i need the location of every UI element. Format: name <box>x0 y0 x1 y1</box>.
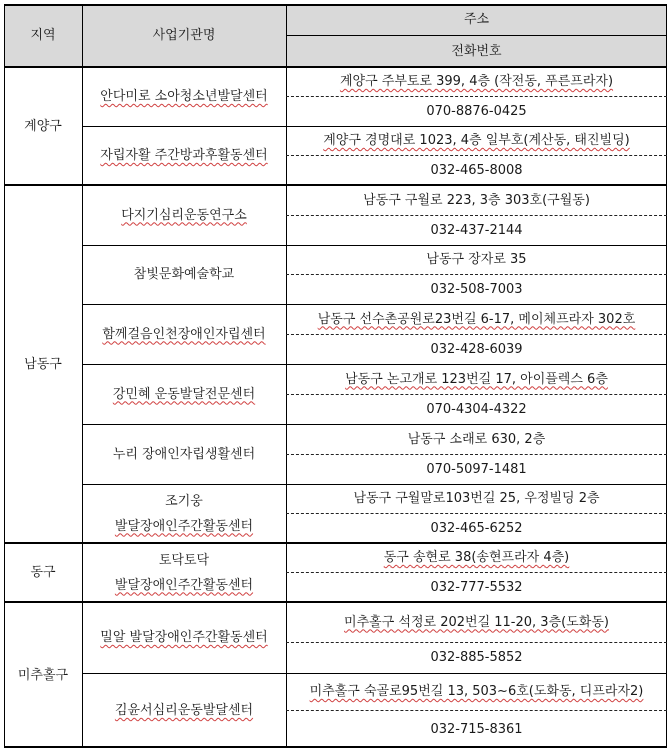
phone-cell: 032-885-5852 <box>430 650 523 665</box>
address-cell: 미추홀구 숙골로95번길 13, 503~6호(도화동, 디프라자2) <box>309 684 644 699</box>
agency-name: 김윤서심리운동발달센터 <box>114 703 254 718</box>
agency-table <box>4 4 667 748</box>
dashed-separator <box>286 274 667 275</box>
agency-name-line1: 조기웅 <box>165 493 203 509</box>
agency-name: 다지기심리운동연구소 <box>121 207 247 223</box>
table-border <box>4 4 667 6</box>
table-border <box>82 424 667 425</box>
address-cell: 남동구 소래로 630, 2층 <box>407 431 546 447</box>
phone-cell: 032-465-6252 <box>430 520 523 536</box>
region-cell: 동구 <box>30 565 56 580</box>
phone-cell: 070-5097-1481 <box>426 461 527 477</box>
address-cell: 계양구 주부토로 399, 4층 (작전동, 푸른프라자) <box>339 74 614 89</box>
agency-name: 자립자활 주간방과후활동센터 <box>100 148 268 163</box>
dashed-separator <box>286 572 667 573</box>
region-cell: 미추홀구 <box>17 667 69 683</box>
agency-name: 밀알 발달장애인주간활동센터 <box>100 630 268 645</box>
table-border <box>82 245 667 246</box>
region-cell: 계양구 <box>24 118 62 134</box>
address-cell: 남동구 논고개로 123번길 17, 아이플렉스 6층 <box>345 371 608 387</box>
dashed-separator <box>286 334 667 335</box>
table-border <box>82 364 667 365</box>
table-border <box>4 601 667 603</box>
agency-name <box>82 484 286 543</box>
phone-cell: 032-437-2144 <box>430 222 523 238</box>
agency-name-line2: 발달장애인주간활동센터 <box>114 518 254 534</box>
table-border <box>4 542 667 544</box>
phone-cell: 032-508-7003 <box>430 281 523 297</box>
table-border <box>82 4 83 748</box>
agency-name: 강민혜 운동발달전문센터 <box>112 386 256 402</box>
agency-name: 안다미로 소아청소년발달센터 <box>100 89 268 104</box>
phone-cell: 032-777-5532 <box>430 579 523 595</box>
dashed-separator <box>286 642 667 643</box>
agency-name: 누리 장애인자립생활센터 <box>112 446 256 462</box>
dashed-separator <box>286 513 667 514</box>
dashed-separator <box>286 215 667 216</box>
table-border <box>82 484 667 485</box>
address-cell: 남동구 장자로 35 <box>426 252 527 267</box>
phone-cell: 032-715-8361 <box>430 721 523 737</box>
dashed-separator <box>286 96 667 97</box>
table-border <box>4 4 5 748</box>
address-cell: 미추홀구 석정로 202번길 11-20, 3층(도화동) <box>344 614 609 630</box>
header-address: 주소 <box>463 12 490 27</box>
dashed-separator <box>286 710 667 711</box>
agency-name-line1: 토닥토닥 <box>158 552 210 568</box>
dashed-separator <box>286 394 667 395</box>
header-region: 지역 <box>30 28 56 43</box>
agency-name-line2: 발달장애인주간활동센터 <box>114 577 254 593</box>
header-agency: 사업기관명 <box>152 28 216 43</box>
address-cell: 남동구 선수촌공원로23번길 6-17, 메이체프라자 302호 <box>317 311 636 327</box>
agency-name: 참빛문화예술학교 <box>133 267 235 282</box>
address-cell: 남동구 구월말로103번길 25, 우정빌딩 2층 <box>353 491 600 506</box>
agency-name <box>82 543 286 602</box>
table-border <box>82 304 667 305</box>
address-cell: 남동구 구월로 223, 3층 303호(구월동) <box>363 192 590 208</box>
agency-name: 함께걸음인천장애인자립센터 <box>102 326 266 342</box>
address-cell: 동구 송현로 38(송현프라자 4층) <box>383 550 570 565</box>
table-border <box>82 126 667 127</box>
phone-cell: 032-465-8008 <box>430 162 523 178</box>
table-border <box>286 4 287 748</box>
table-border <box>286 35 667 36</box>
dashed-separator <box>286 454 667 455</box>
phone-cell: 070-8876-0425 <box>426 103 527 119</box>
dashed-separator <box>286 155 667 156</box>
phone-cell: 032-428-6039 <box>430 341 523 357</box>
table-border <box>666 4 667 748</box>
address-cell: 계양구 경명대로 1023, 4층 일부호(계산동, 태진빌딩) <box>323 133 630 148</box>
phone-cell: 070-4304-4322 <box>426 401 527 417</box>
table-border <box>4 184 667 186</box>
table-border <box>4 746 667 748</box>
region-cell: 남동구 <box>24 356 62 372</box>
table-border <box>4 66 667 68</box>
header-phone: 전화번호 <box>451 43 502 59</box>
table-border <box>82 673 667 674</box>
